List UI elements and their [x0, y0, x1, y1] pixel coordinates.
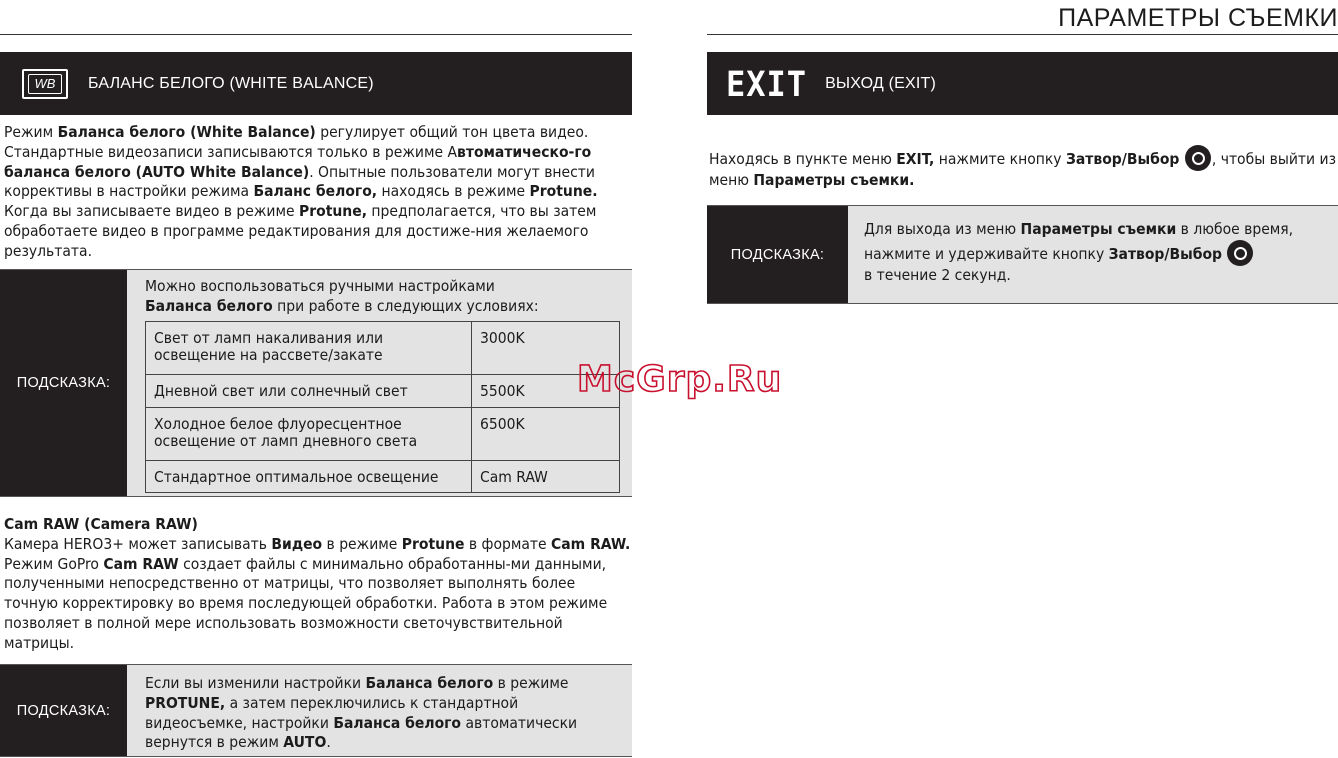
- top-divider: [0, 34, 632, 35]
- table-cell-condition: Холодное белое флуоресцентное освещение от ламп дневного света: [146, 408, 472, 461]
- table-row: [146, 408, 620, 461]
- exit-header-bar: [707, 52, 1338, 115]
- exit-title: ВЫХОД (EXIT): [825, 74, 937, 92]
- right-page: [707, 0, 1338, 758]
- cam-raw-section: Cam RAW (Camera RAW) Камера HERO3+ может записывать Видео в режиме Protune в формате Cam RAW. Режим GoPro Cam RAW создает файлы с минимально обработанны-ми данными, полученными непосредственно от матрицы, что позволяет выполнять более точную корректировку во время последующей обработки. Работа в этом режиме позволяет в полной мере использовать возможности светочувствительной матрицы.: [4, 515, 631, 652]
- tip-exit: [707, 205, 1338, 304]
- table-row: [146, 322, 620, 375]
- white-balance-table: [145, 321, 620, 493]
- table-cell-condition: Дневной свет или солнечный свет: [146, 375, 472, 408]
- top-divider: [707, 34, 1338, 35]
- tip-text: Можно воспользоваться ручными настройками Баланса белого при работе в следующих условиях:: [145, 277, 539, 315]
- tip-text: Для выхода из меню Параметры съемки в любое время, нажмите и удерживайте кнопку Затвор/Выбор в течение 2 секунд.: [864, 220, 1294, 284]
- wb-icon: [22, 69, 68, 99]
- shutter-select-button-icon: [1185, 145, 1211, 171]
- left-page: [0, 0, 632, 758]
- white-balance-intro: Режим Баланса белого (White Balance) регулирует общий тон цвета видео. Стандартные видеозаписи записываются только в режиме Автоматическо-го баланса белого (AUTO White Balance). Опытные пользователи могут внести коррективы в настройки режима Баланс белого, находясь в режиме Protune. Когда вы записываете видео в режиме Protune, предполагается, что вы затем обработаете видео в программе редактирования для достиже-ния желаемого результата.: [4, 123, 598, 260]
- white-balance-header-bar: [0, 52, 632, 115]
- table-cell-value: 6500K: [472, 408, 620, 461]
- tip-label: ПОДСКАЗКА:: [707, 206, 848, 303]
- tip-white-balance: [0, 269, 632, 497]
- table-row: [146, 461, 620, 493]
- table-row: [146, 375, 620, 408]
- cam-raw-heading: Cam RAW (Camera RAW): [4, 515, 198, 533]
- table-cell-condition: Стандартное оптимальное освещение: [146, 461, 472, 493]
- table-cell-value: Cam RAW: [472, 461, 620, 493]
- exit-icon: EXIT: [726, 62, 808, 105]
- exit-instructions: Находясь в пункте меню EXIT, нажмите кнопку Затвор/Выбор , чтобы выйти из меню Параметры съемки.: [709, 145, 1338, 191]
- shutter-select-button-icon: [1227, 240, 1253, 266]
- tip-label: ПОДСКАЗКА:: [0, 270, 127, 496]
- table-cell-condition: Свет от ламп накаливания или освещение на рассвете/закате: [146, 322, 472, 375]
- wb-icon-label: WB: [28, 74, 62, 94]
- tip-protune: [0, 664, 632, 757]
- watermark: McGrp.Ru: [577, 359, 783, 400]
- tip-label: ПОДСКАЗКА:: [0, 665, 127, 756]
- table-cell-value: 5500K: [472, 375, 620, 408]
- table-cell-value: 3000K: [472, 322, 620, 375]
- tip-text: Если вы изменили настройки Баланса белого в режиме PROTUNE, а затем переключились к стандартной видеосъемке, настройки Баланса белого автоматически вернутся в режим AUTO.: [145, 674, 578, 752]
- page-section-title: ПАРАМЕТРЫ СЪЕМКИ: [1058, 4, 1338, 32]
- white-balance-title: БАЛАНС БЕЛОГО (WHITE BALANCE): [88, 74, 374, 92]
